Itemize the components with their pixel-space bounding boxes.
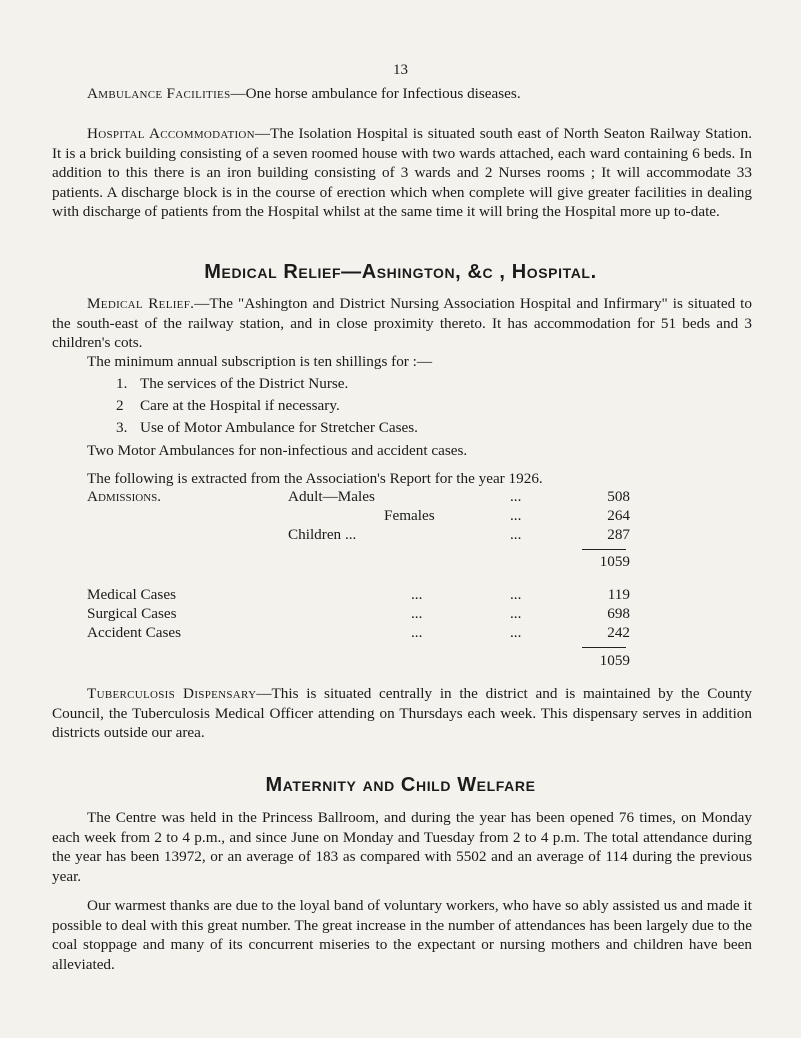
hospital-heading: Hospital Accommodation xyxy=(87,125,255,142)
admissions-label: Admissions. xyxy=(87,488,162,505)
table-row-value: 242 xyxy=(607,624,630,641)
list-item: The services of the District Nurse. xyxy=(140,375,349,392)
page-number: 13 xyxy=(393,62,408,78)
section-title-medical-relief: Medical Relief—Ashington, &c , Hospital. xyxy=(204,261,597,283)
total-rule xyxy=(582,647,626,648)
list-item-number: 1. xyxy=(116,375,128,392)
table-row-value: 508 xyxy=(607,488,630,505)
table-row-label: Surgical Cases xyxy=(87,605,177,622)
report-intro: The following is extracted from the Association's Report for the year 1926. xyxy=(87,470,543,487)
leader-dots: ... xyxy=(411,605,423,622)
table-row-value: 287 xyxy=(607,526,630,543)
table-row-label: Children ... xyxy=(288,526,357,543)
list-item-number: 3. xyxy=(116,419,128,436)
table-row-label: Accident Cases xyxy=(87,624,182,641)
maternity-paragraph-2: Our warmest thanks are due to the loyal band of voluntary workers, who have so ably assisted us and made it possible to deal with this great number. The great increase in the number of attendances has been largely due to the coal stoppage and many of its concurrent miseries to the expectant or nursing mothers and children have been alleviated. xyxy=(52,897,752,973)
table-row-label: Medical Cases xyxy=(87,586,176,603)
medical-relief-text: —The "Ashington and District Nursing Association Hospital and Infirmary" is situated to the south-east of the railway station, and in close proximity thereto. It has accommodation for 51 beds and 3 children's cots. xyxy=(52,295,752,352)
leader-dots: ... xyxy=(510,605,522,622)
subscription-intro: The minimum annual subscription is ten shillings for :— xyxy=(87,353,433,370)
tuberculosis-text: —This is situated centrally in the district and is maintained by the County Council, the Tuberculosis Medical Officer attending on Thursdays each week. This dispensary serves in addition districts outside our area. xyxy=(52,685,752,742)
table-row-value: 698 xyxy=(607,605,630,622)
table-row-label: Females xyxy=(384,507,435,524)
list-item: Use of Motor Ambulance for Stretcher Cases. xyxy=(140,419,418,436)
leader-dots: ... xyxy=(411,624,423,641)
tuberculosis-paragraph xyxy=(52,684,752,743)
ambulances-note: Two Motor Ambulances for non-infectious and accident cases. xyxy=(87,442,468,459)
medical-relief-heading: Medical Relief. xyxy=(87,295,195,312)
leader-dots: ... xyxy=(510,624,522,641)
admissions-total: 1059 xyxy=(599,553,630,570)
total-rule xyxy=(582,549,626,550)
section-title-maternity: Maternity and Child Welfare xyxy=(265,774,536,796)
leader-dots: ... xyxy=(510,507,522,524)
list-item-number: 2 xyxy=(116,397,124,414)
leader-dots: ... xyxy=(510,586,522,603)
hospital-text: —The Isolation Hospital is situated south east of North Seaton Railway Station. It is a brick building consisting of a seven roomed house with two wards attached, each ward containing 6 beds. In addition to this there is an iron building consisting of 3 wards and 2 Nurses rooms ; It will accommodate 33 patients. A discharge block is in the course of erection which when complete will give greater facilities in dealing with discharge of patients from the Hospital whilst at the same time it will bring the Hospital more up to-date. xyxy=(52,125,752,221)
ambulance-heading: Ambulance Facilities xyxy=(87,85,231,102)
medical-relief-paragraph xyxy=(52,294,752,353)
table-row-value: 119 xyxy=(607,586,630,603)
leader-dots: ... xyxy=(510,488,522,505)
maternity-paragraph-1: The Centre was held in the Princess Ballroom, and during the year has been opened 76 times, on Monday each week from 2 to 4 p.m., and since June on Monday and Tuesday from 2 to 4 p.m. The total attendance during the year has been 13972, or an average of 183 as compared with 5502 and an average of 114 during the previous year. xyxy=(52,809,752,885)
ambulance-text: —One horse ambulance for Infectious diseases. xyxy=(230,85,521,102)
leader-dots: ... xyxy=(510,526,522,543)
cases-total: 1059 xyxy=(599,652,630,669)
tuberculosis-heading: Tuberculosis Dispensary xyxy=(87,685,257,702)
list-item: Care at the Hospital if necessary. xyxy=(140,397,340,414)
table-row-label: Adult—Males xyxy=(288,488,375,505)
ambulance-paragraph xyxy=(52,84,752,104)
leader-dots: ... xyxy=(411,586,423,603)
hospital-paragraph xyxy=(52,124,752,222)
table-row-value: 264 xyxy=(607,507,630,524)
